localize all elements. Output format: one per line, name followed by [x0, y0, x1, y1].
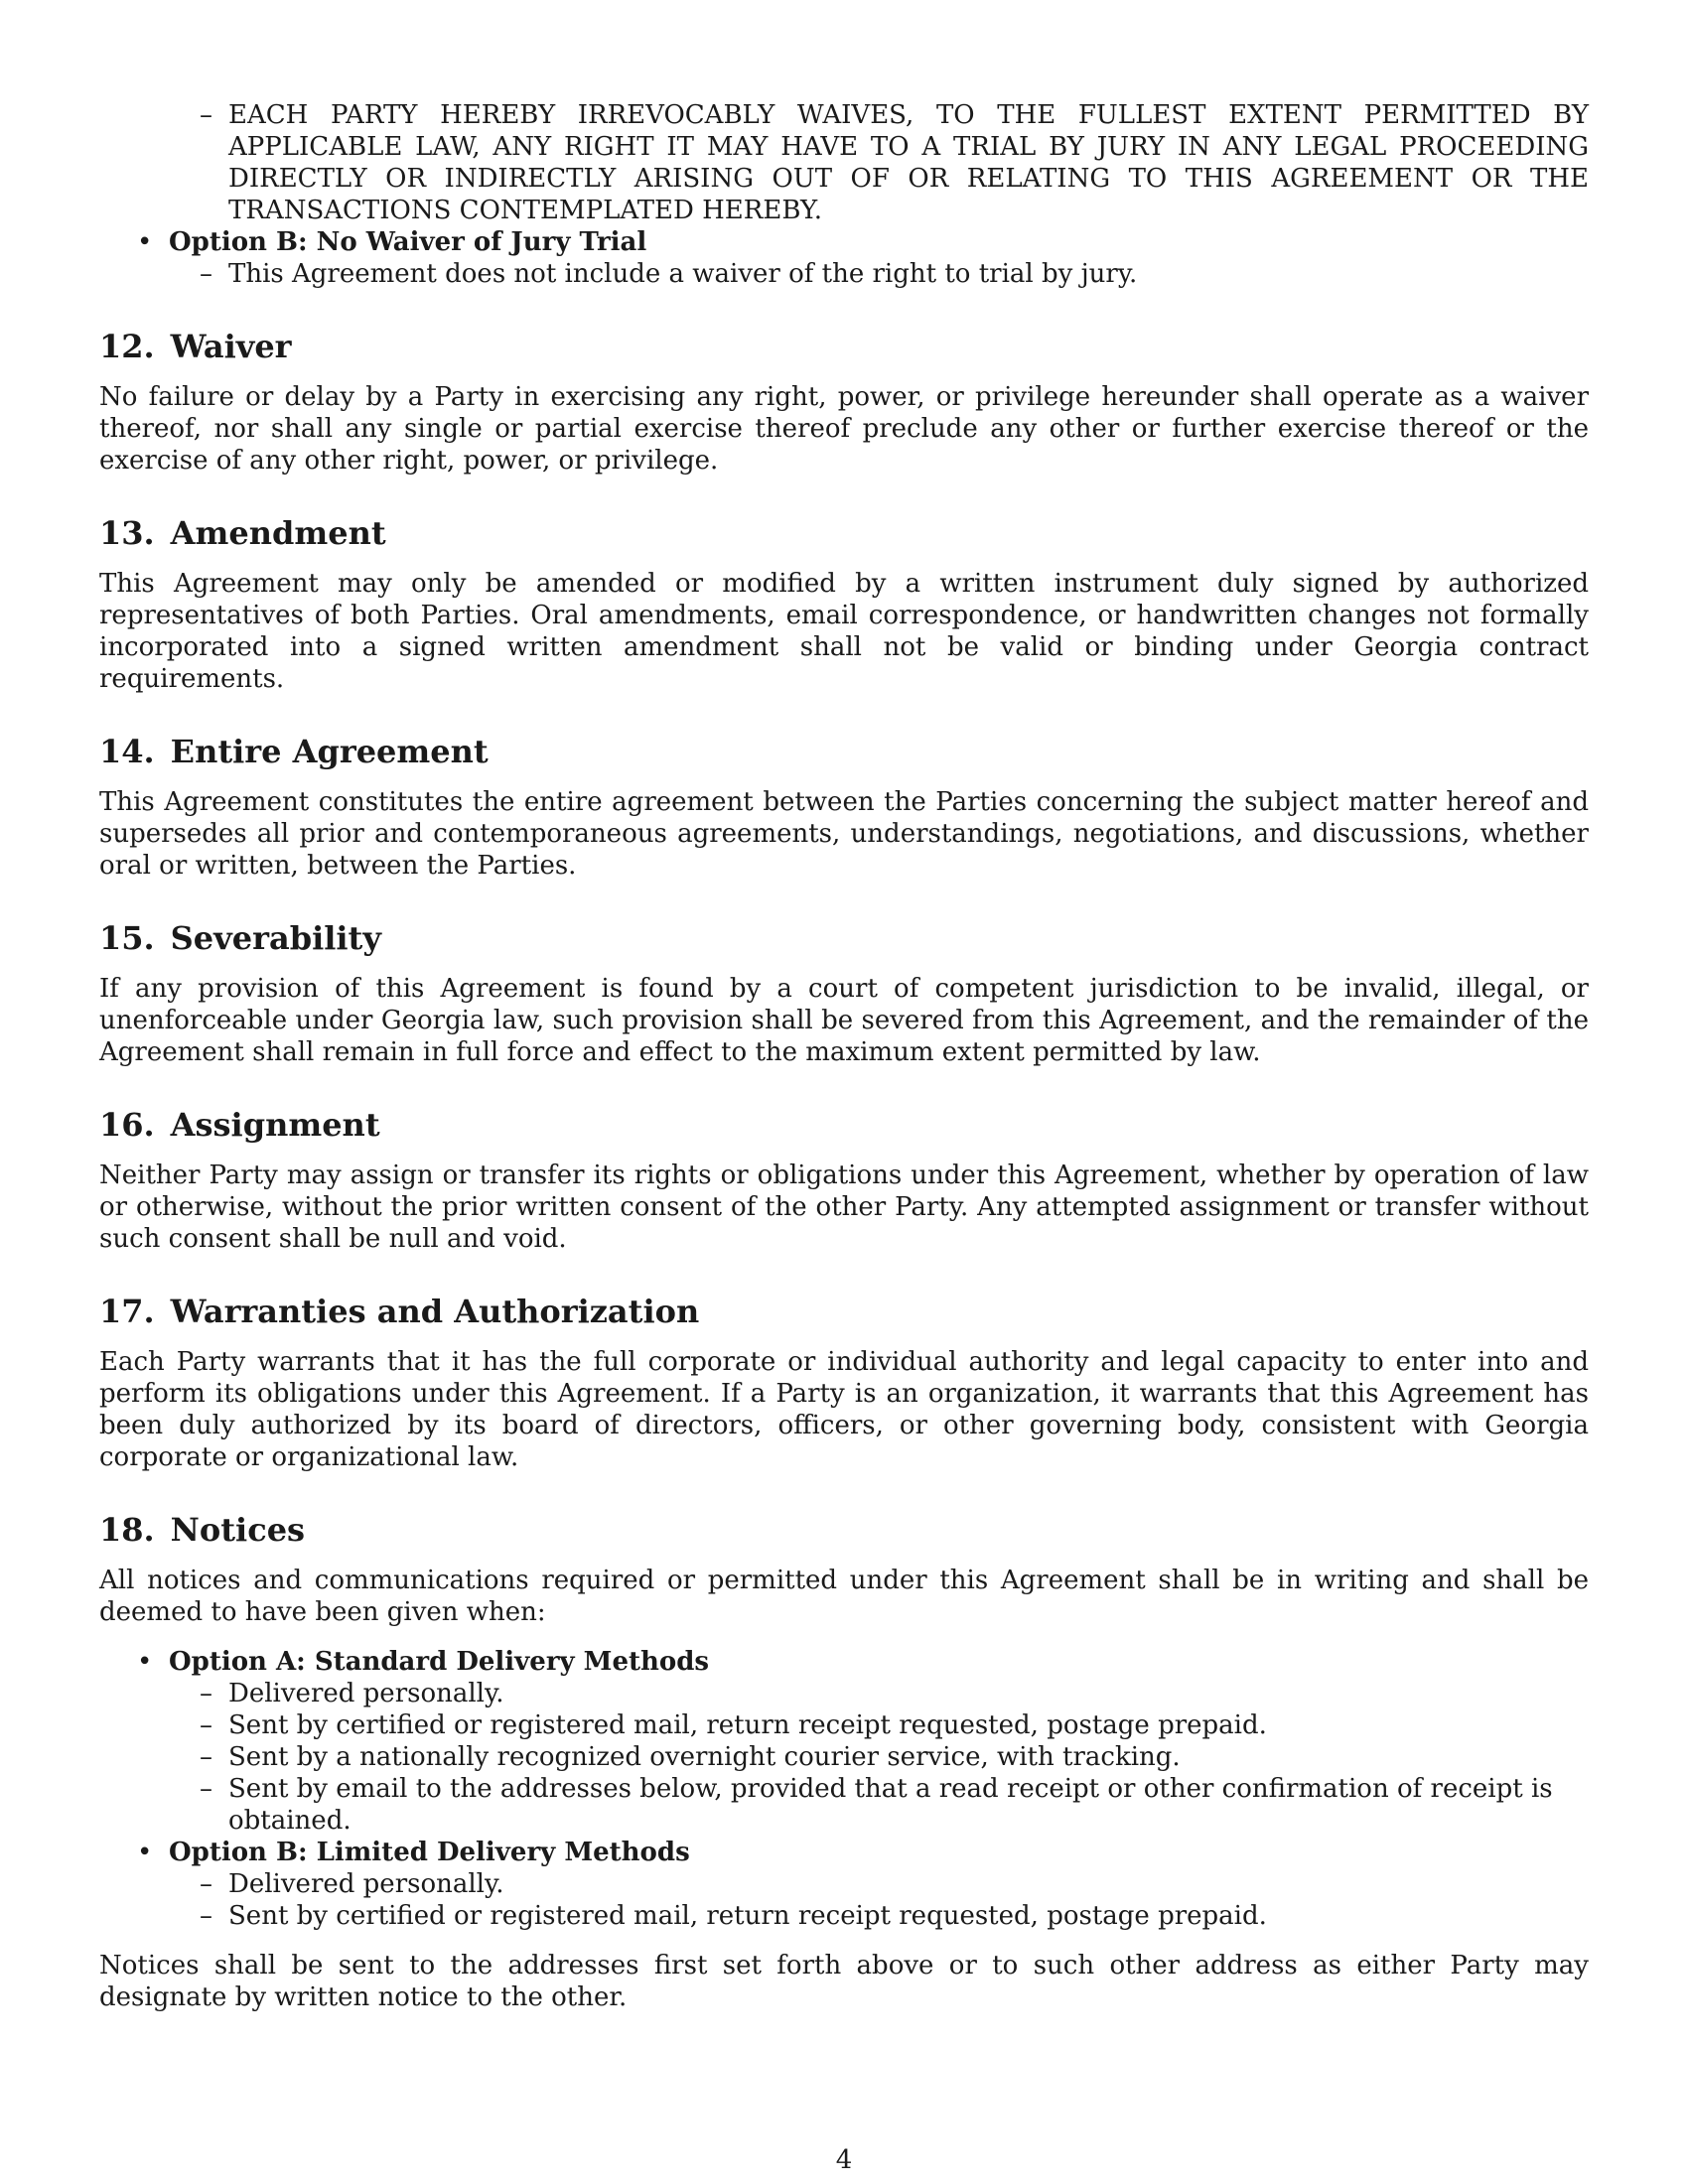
section-title: Waiver [170, 328, 292, 365]
section-closing: Notices shall be sent to the addresses first set forth above or to such other address as either Party may designate by written notice to the other. [99, 1951, 1589, 2012]
dash-marker: – [200, 1710, 212, 1740]
list-item-text: Sent by certified or registered mail, return receipt requested, postage prepaid. [228, 1710, 1267, 1740]
list-item-text: Sent by email to the addresses below, provided that a read receipt or other confirmation of receipt is obtained. [228, 1774, 1553, 1836]
list-item-text: Delivered personally. [228, 1869, 504, 1899]
section-number: 18. [99, 1511, 155, 1549]
section-heading [99, 733, 1589, 770]
section-body: If any provision of this Agreement is found by a court of competent jurisdiction to be invalid, illegal, or unenforceable under Georgia law, such provision shall be severed from this Agreement, and the remainder of the Agreement shall remain in full force and effect to the maximum extent permitted by law. [99, 974, 1589, 1067]
section-heading [99, 1511, 1589, 1549]
page-number: 4 [835, 2145, 853, 2175]
dash-marker: – [200, 1901, 212, 1931]
bullet-marker: • [137, 227, 153, 257]
list-item-text: Delivered personally. [228, 1679, 504, 1708]
section-title: Entire Agreement [170, 733, 489, 770]
dash-marker: – [200, 100, 212, 130]
section-body: No failure or delay by a Party in exercising any right, power, or privilege hereunder shall operate as a waiver thereof, nor shall any single or partial exercise thereof preclude any other or further exercise thereof or the exercise of any other right, power, or privilege. [99, 382, 1589, 476]
section-heading [99, 328, 1589, 365]
dash-marker: – [200, 1679, 212, 1708]
option-label: Option A: Standard Delivery Methods [169, 1647, 710, 1677]
section-title: Severability [170, 919, 381, 957]
section-number: 17. [99, 1293, 155, 1330]
list-item-text: Sent by a nationally recognized overnight courier service, with tracking. [228, 1742, 1181, 1772]
option-label: Option B: No Waiver of Jury Trial [169, 227, 647, 257]
section-number: 12. [99, 328, 155, 365]
list-item [99, 1900, 1589, 1932]
notices-option-b [99, 1837, 1589, 1868]
notices-option-a-list [99, 1678, 1589, 1837]
section-intro: All notices and communications required or permitted under this Agreement shall be in writing and shall be deemed to have been given when: [99, 1566, 1589, 1627]
section-title: Notices [170, 1511, 306, 1549]
list-item [99, 1773, 1589, 1837]
section-body: Neither Party may assign or transfer its rights or obligations under this Agreement, whether by operation of law or otherwise, without the prior written consent of the other Party. Any attempted assignment or transfer without such consent shall be null and void. [99, 1160, 1589, 1254]
section-body: Each Party warrants that it has the full corporate or individual authority and legal capacity to enter into and perform its obligations under this Agreement. If a Party is an organization, it warrants that this Agreement has been duly authorized by its board of directors, officers, or other governing body, consistent with Georgia corporate or organizational law. [99, 1347, 1589, 1472]
section-body: This Agreement may only be amended or modified by a written instrument duly signed by authorized representatives of both Parties. Oral amendments, email correspondence, or handwritten changes not formally incorporated into a signed written amendment shall not be valid or binding under Georgia contract requirements. [99, 569, 1589, 694]
list-item-text: EACH PARTY HEREBY IRREVOCABLY WAIVES, TO THE FULLEST EXTENT PERMITTED BY APPLICABLE LAW, ANY RIGHT IT MAY HAVE TO A TRIAL BY JURY IN ANY LEGAL PROCEEDING DIRECTLY OR INDIRECTLY ARISING OUT OF OR RELATING TO THIS AGREEMENT OR THE TRANSACTIONS CONTEMPLATED HEREBY. [228, 100, 1589, 225]
section-title: Warranties and Authorization [170, 1293, 700, 1330]
section-title: Amendment [170, 514, 386, 552]
list-item [99, 258, 1589, 290]
document-page [99, 99, 1589, 2013]
dash-marker: – [200, 259, 212, 289]
section-heading [99, 919, 1589, 957]
list-item-text: This Agreement does not include a waiver of the right to trial by jury. [228, 259, 1138, 289]
list-item [99, 226, 1589, 258]
section-number: 16. [99, 1106, 155, 1144]
list-item [99, 1646, 1589, 1678]
section-heading [99, 1106, 1589, 1144]
section-heading [99, 514, 1589, 552]
list-item-text: Sent by certified or registered mail, return receipt requested, postage prepaid. [228, 1901, 1267, 1931]
section-body: This Agreement constitutes the entire agreement between the Parties concerning the subject matter hereof and supersedes all prior and contemporaneous agreements, understandings, negotiations, and discussions, whether oral or written, between the Parties. [99, 787, 1589, 881]
list-item [99, 99, 1589, 226]
list-item [99, 1837, 1589, 1868]
list-item [99, 1741, 1589, 1773]
section-number: 13. [99, 514, 155, 552]
bullet-marker: • [137, 1647, 153, 1677]
jury-waiver-option-a-list [99, 99, 1589, 226]
notices-option-b-list [99, 1868, 1589, 1932]
section-title: Assignment [170, 1106, 380, 1144]
dash-marker: – [200, 1869, 212, 1899]
dash-marker: – [200, 1774, 212, 1804]
list-item [99, 1678, 1589, 1709]
notices-option-a [99, 1646, 1589, 1678]
section-heading [99, 1293, 1589, 1330]
list-item [99, 1709, 1589, 1741]
jury-waiver-option-b-list [99, 258, 1589, 290]
dash-marker: – [200, 1742, 212, 1772]
list-item [99, 1868, 1589, 1900]
option-label: Option B: Limited Delivery Methods [169, 1838, 690, 1867]
section-number: 15. [99, 919, 155, 957]
section-number: 14. [99, 733, 155, 770]
bullet-marker: • [137, 1838, 153, 1867]
jury-waiver-option-b [99, 226, 1589, 258]
